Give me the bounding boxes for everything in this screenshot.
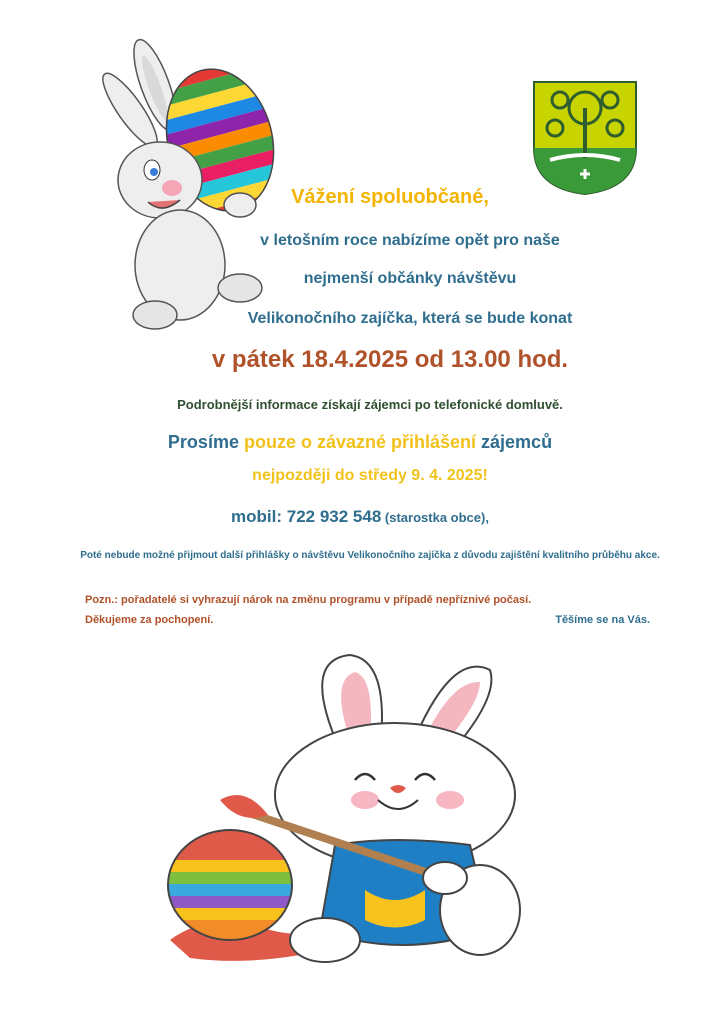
registration-deadline: nejpozději do středy 9. 4. 2025! <box>252 467 488 484</box>
phone-number: mobil: 722 932 548 <box>231 507 382 526</box>
weather-note: Pozn.: pořadatelé si vyhrazují nárok na změnu programu v případě nepříznivé počasí. <box>85 594 532 606</box>
please-part-3: zájemců <box>476 432 553 452</box>
closing-text: Těšíme se na Vás. <box>555 614 650 626</box>
greeting-heading: Vážení spoluobčané, <box>291 186 489 208</box>
registration-notice: Poté nebude možné přijmout další přihlášky o návštěvu Velikonočního zajíčka z důvodu zajištění kvalitního průběhu akce. <box>80 550 660 561</box>
more-info-text: Podrobnější informace získají zájemci po telefonické domluvě. <box>177 397 563 412</box>
please-part-2: pouze o závazné přihlášení <box>243 432 477 452</box>
intro-line-3: Velikonočního zajíčka, která se bude konat <box>247 310 573 327</box>
event-date: v pátek 18.4.2025 od 13.00 hod. <box>211 346 569 373</box>
thanks-text: Děkujeme za pochopení. <box>85 614 214 626</box>
bunny-painting-egg-illustration <box>150 640 590 980</box>
contact-phone <box>120 507 600 527</box>
phone-note: (starostka obce), <box>381 510 489 525</box>
bunny-with-egg-illustration <box>100 30 290 340</box>
intro-line-1: v letošním roce nabízíme opět pro naše <box>260 232 560 249</box>
please-part-1: Prosíme <box>167 432 244 452</box>
coat-of-arms-emblem <box>530 78 640 196</box>
intro-line-2: nejmenší občánky návštěvu <box>303 270 517 287</box>
registration-request <box>60 432 660 453</box>
